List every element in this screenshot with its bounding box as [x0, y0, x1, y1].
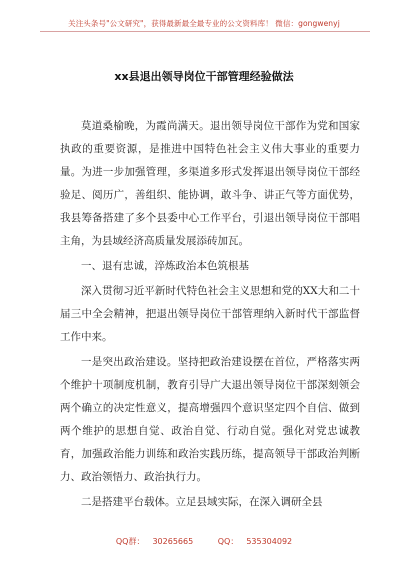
paragraph: 二是搭建平台载体。立足县域实际，在深入调研全县: [81, 496, 323, 508]
qq-label: QQ：: [217, 537, 239, 546]
qq-group-label: QQ群：: [115, 537, 145, 546]
header-banner: 关注头条号"公文研究"，获得最新最全最专业的公文资料库！ 微信：gongwenyj: [68, 19, 340, 28]
section-heading: 一、退有忠诚，淬炼政治本色筑根基: [81, 260, 249, 272]
paragraph: 深入贯彻习近平新时代特色社会主义思想和党的XX大和二十届三中全会精神，把退出领导岗位干部管理纳入新时代干部监督工作中来。: [60, 285, 360, 343]
document-title: xx县退出领导岗位干部管理经验做法: [114, 70, 294, 83]
qq-number: 535304092: [246, 537, 293, 546]
header-divider: [40, 31, 370, 32]
paragraph: 一是突出政治建设。坚持把政治建设摆在首位，严格落实两个维护十项制度机制，教育引导广大退出领导岗位干部深刻领会两个确立的决定性意义，提高增强四个意识坚定四个自信、做到两个维护的思想自觉、政治自觉、行动自觉。强化对党忠诚教育，加强政治能力训练和政治实践历练，提高领导干部政治判断力、政治领悟力、政治执行力。: [60, 356, 360, 483]
document-body: [60, 115, 360, 516]
paragraph-intro: 莫道桑榆晚，为霞尚满天。退出领导岗位干部作为党和国家执政的重要资源，是推进中国特色社会主义伟大事业的重要力量。为进一步加强管理，多渠道多形式发挥退出领导岗位干部经验足、阅历广，善组织、能协调，敢斗争、讲正气等方面优势，我县筹备搭建了多个县委中心工作平台，引退出领导岗位干部唱主角，为县域经济高质量发展添砖加瓦。: [60, 120, 360, 247]
qq-group-contact: [112, 537, 197, 546]
qq-group-number: 30265665: [152, 537, 194, 546]
qq-contact: [214, 537, 296, 546]
footer-contact: [0, 536, 408, 547]
